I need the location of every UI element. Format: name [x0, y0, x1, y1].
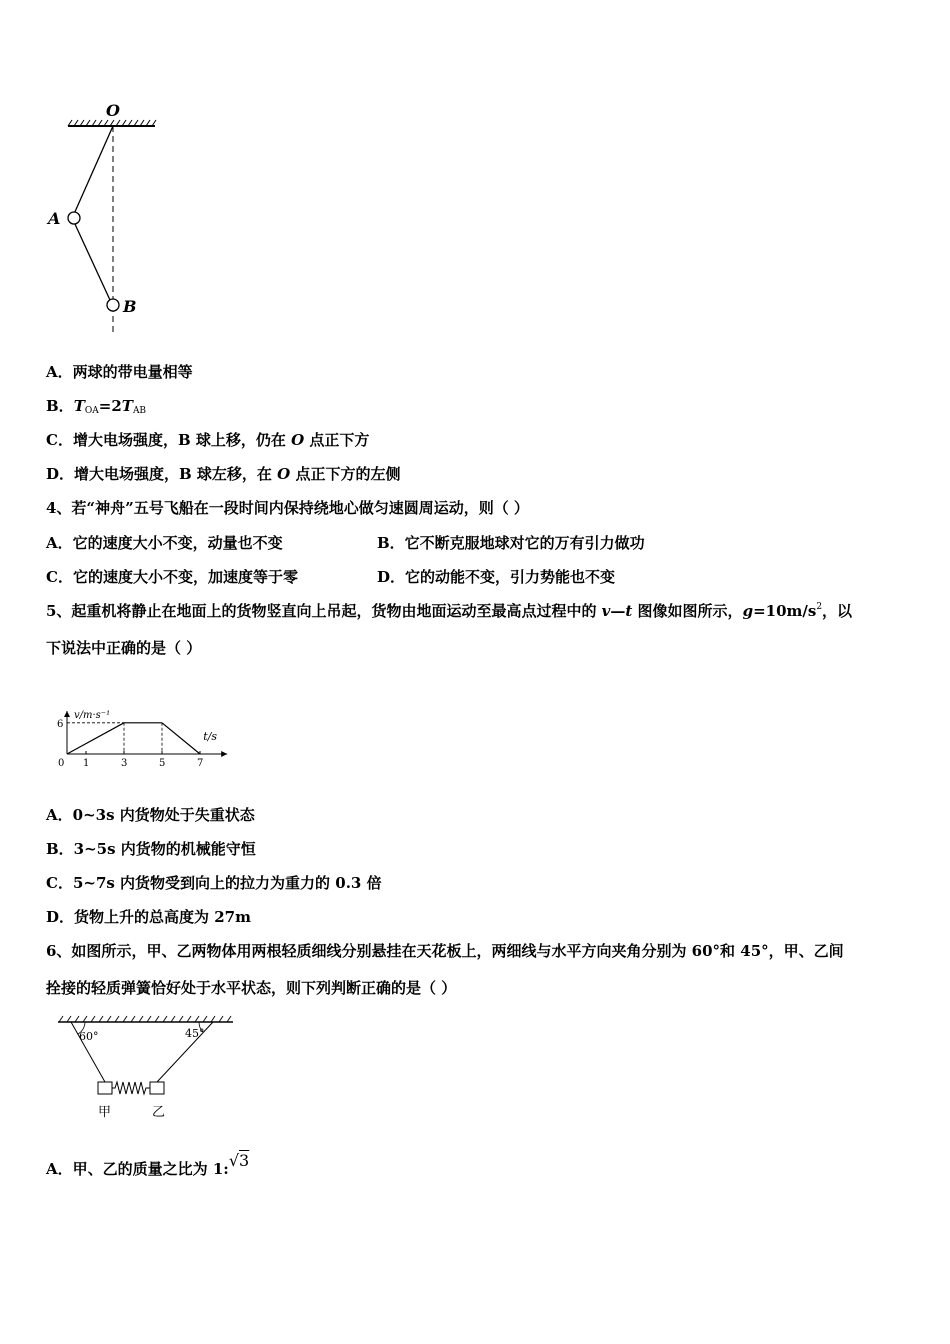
- label-o: O: [106, 101, 120, 120]
- series-segment: [67, 723, 124, 754]
- q5-option-c: C．5~7s 内货物受到向上的拉力为重力的 0.3 倍: [46, 874, 382, 892]
- angle-right-label: 45°: [185, 1027, 205, 1040]
- string-ab: [74, 222, 110, 300]
- series-segment: [162, 723, 200, 754]
- x-tick-label: 1: [83, 758, 90, 769]
- spring-figure: [55, 1012, 240, 1122]
- q4-option-b: B．它不断克服地球对它的万有引力做功: [377, 534, 645, 552]
- label-b: B: [123, 297, 137, 316]
- block-jia: [98, 1082, 112, 1094]
- q4-option-a: A．它的速度大小不变，动量也不变: [46, 534, 283, 552]
- string-oa: [74, 126, 113, 214]
- block-yi: [150, 1082, 164, 1094]
- x-axis-label: t/s: [203, 730, 217, 743]
- y-tick-label: 6: [57, 718, 64, 730]
- q3-option-a: A．两球的带电量相等: [46, 363, 193, 381]
- q5-stem-line1: 5、起重机将静止在地面上的货物竖直向上吊起，货物由地面运动至最高点过程中的 v—t 图像如图所示，$g=10m/s^2$，以: [46, 602, 853, 620]
- q6-stem-line1: 6、如图所示，甲、乙两物体用两根轻质细线分别悬挂在天花板上，两细线与水平方向夹角分别为 60°和 45°，甲、乙间: [46, 942, 844, 960]
- q4-option-d: D．它的动能不变，引力势能也不变: [377, 568, 616, 586]
- x-axis-arrow: [221, 751, 227, 757]
- q3-option-b: B．$T_{OA}=2T_{AB}$: [46, 397, 147, 416]
- q6-option-a: A．甲、乙的质量之比为 1:√3: [46, 1151, 250, 1178]
- label-yi: 乙: [152, 1105, 166, 1120]
- y-axis-label: v/m·s⁻¹: [74, 710, 111, 721]
- angle-left-label: 60°: [79, 1030, 99, 1043]
- q5-option-b: B．3~5s 内货物的机械能守恒: [46, 840, 256, 858]
- x-tick-label: 5: [159, 758, 166, 769]
- sqrt-expression: √3: [228, 1151, 250, 1170]
- x-tick-label: 7: [197, 758, 204, 769]
- q3-option-d: D．增大电场强度，B 球左移，在 O 点正下方的左侧: [46, 465, 401, 483]
- ball-a: [68, 212, 80, 224]
- q4-stem: 4、若“神舟”五号飞船在一段时间内保持绕地心做匀速圆周运动，则（ ）: [46, 499, 529, 517]
- label-a: A: [48, 209, 61, 228]
- y-axis-arrow: [64, 711, 70, 717]
- pendulum-figure: [40, 98, 170, 338]
- x-tick-label: 3: [121, 758, 128, 769]
- vt-chart: [40, 672, 240, 774]
- q6-stem-line2: 拴接的轻质弹簧恰好处于水平状态，则下列判断正确的是（ ）: [46, 979, 457, 997]
- q5-option-d: D．货物上升的总高度为 27m: [46, 908, 251, 926]
- label-jia: 甲: [98, 1105, 112, 1120]
- q5-option-a: A．0~3s 内货物处于失重状态: [46, 806, 255, 824]
- ceiling-hatching: [59, 1016, 231, 1022]
- ball-b: [107, 299, 119, 311]
- q3-option-c: C．增大电场强度，B 球上移，仍在 O 点正下方: [46, 431, 370, 449]
- q4-option-c: C．它的速度大小不变，加速度等于零: [46, 568, 298, 586]
- spring: [112, 1082, 150, 1094]
- origin-label: 0: [58, 758, 65, 769]
- q5-stem-line2: 下说法中正确的是（ ）: [46, 639, 202, 657]
